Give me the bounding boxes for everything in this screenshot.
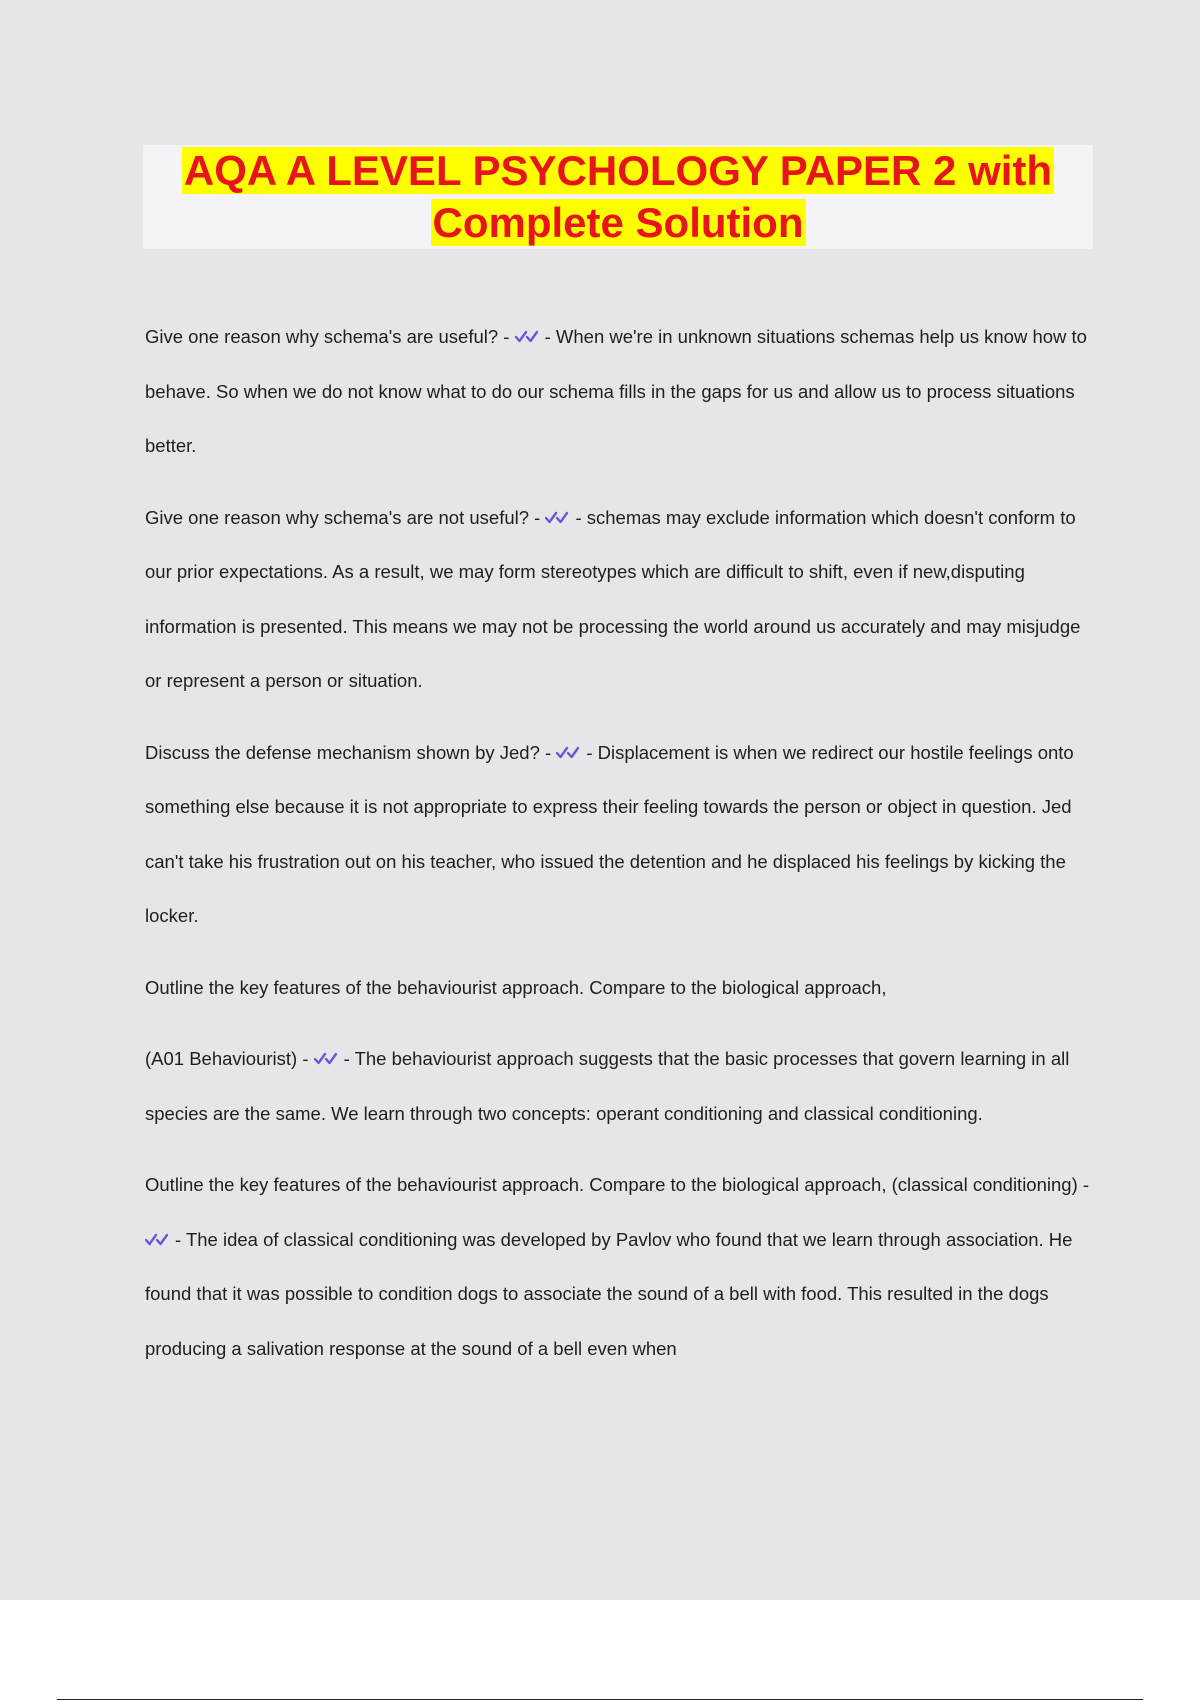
question-text: Give one reason why schema's are not useful? - [145, 506, 546, 528]
qa-item [145, 491, 1095, 709]
qa-item [145, 726, 1095, 944]
title-line-1: AQA A LEVEL PSYCHOLOGY PAPER 2 with [183, 147, 1053, 194]
question-text: Outline the key features of the behaviourist approach. Compare to the biological approach, [145, 976, 887, 998]
title-line-2: Complete Solution [432, 199, 804, 246]
answer-text: - The idea of classical conditioning was developed by Pavlov who found that we learn through association. He found that it was possible to condition dogs to associate the sound of a bell with food. This resulted in the dogs producing a salivation response at the sound of a bell even when [145, 1228, 1073, 1359]
double-check-icon [556, 745, 580, 761]
answer-text: - Displacement is when we redirect our hostile feelings onto something else because it is not appropriate to express their feeling towards the person or object in question. Jed can't take his frustration out on his teacher, who issued the detention and he displaced his feelings by kicking the locker. [145, 741, 1074, 926]
question-text: Discuss the defense mechanism shown by Jed? - [145, 741, 557, 763]
double-check-icon [314, 1051, 338, 1067]
qa-item [145, 310, 1095, 474]
document-title [143, 145, 1093, 249]
qa-list [145, 310, 1095, 1393]
question-text: Outline the key features of the behaviourist approach. Compare to the biological approach, (classical conditioning) - [145, 1174, 1090, 1195]
qa-item [145, 1158, 1095, 1376]
question-text: Give one reason why schema's are useful? - [145, 326, 515, 347]
double-check-icon [515, 329, 539, 345]
answer-text: - schemas may exclude information which doesn't conform to our prior expectations. As a result, we may form stereotypes which are difficult to shift, even if new,disputing information is presented. This means we may not be processing the world around us accurately and may misjudge or represent a person or situation. [145, 506, 1081, 691]
double-check-icon [545, 510, 569, 526]
answer-text: - When we're in unknown situations schemas help us know how to behave. So when we do not know what to do our schema fills in the gaps for us and allow us to process situations better. [145, 326, 1087, 456]
answer-text: - The behaviourist approach suggests that the basic processes that govern learning in all species are the same. We learn through two concepts: operant conditioning and classical conditioning. [145, 1048, 1070, 1124]
qa-item [145, 961, 1095, 1016]
qa-item [145, 1032, 1095, 1141]
question-text: (A01 Behaviourist) - [145, 1048, 314, 1069]
double-check-icon [145, 1232, 169, 1248]
